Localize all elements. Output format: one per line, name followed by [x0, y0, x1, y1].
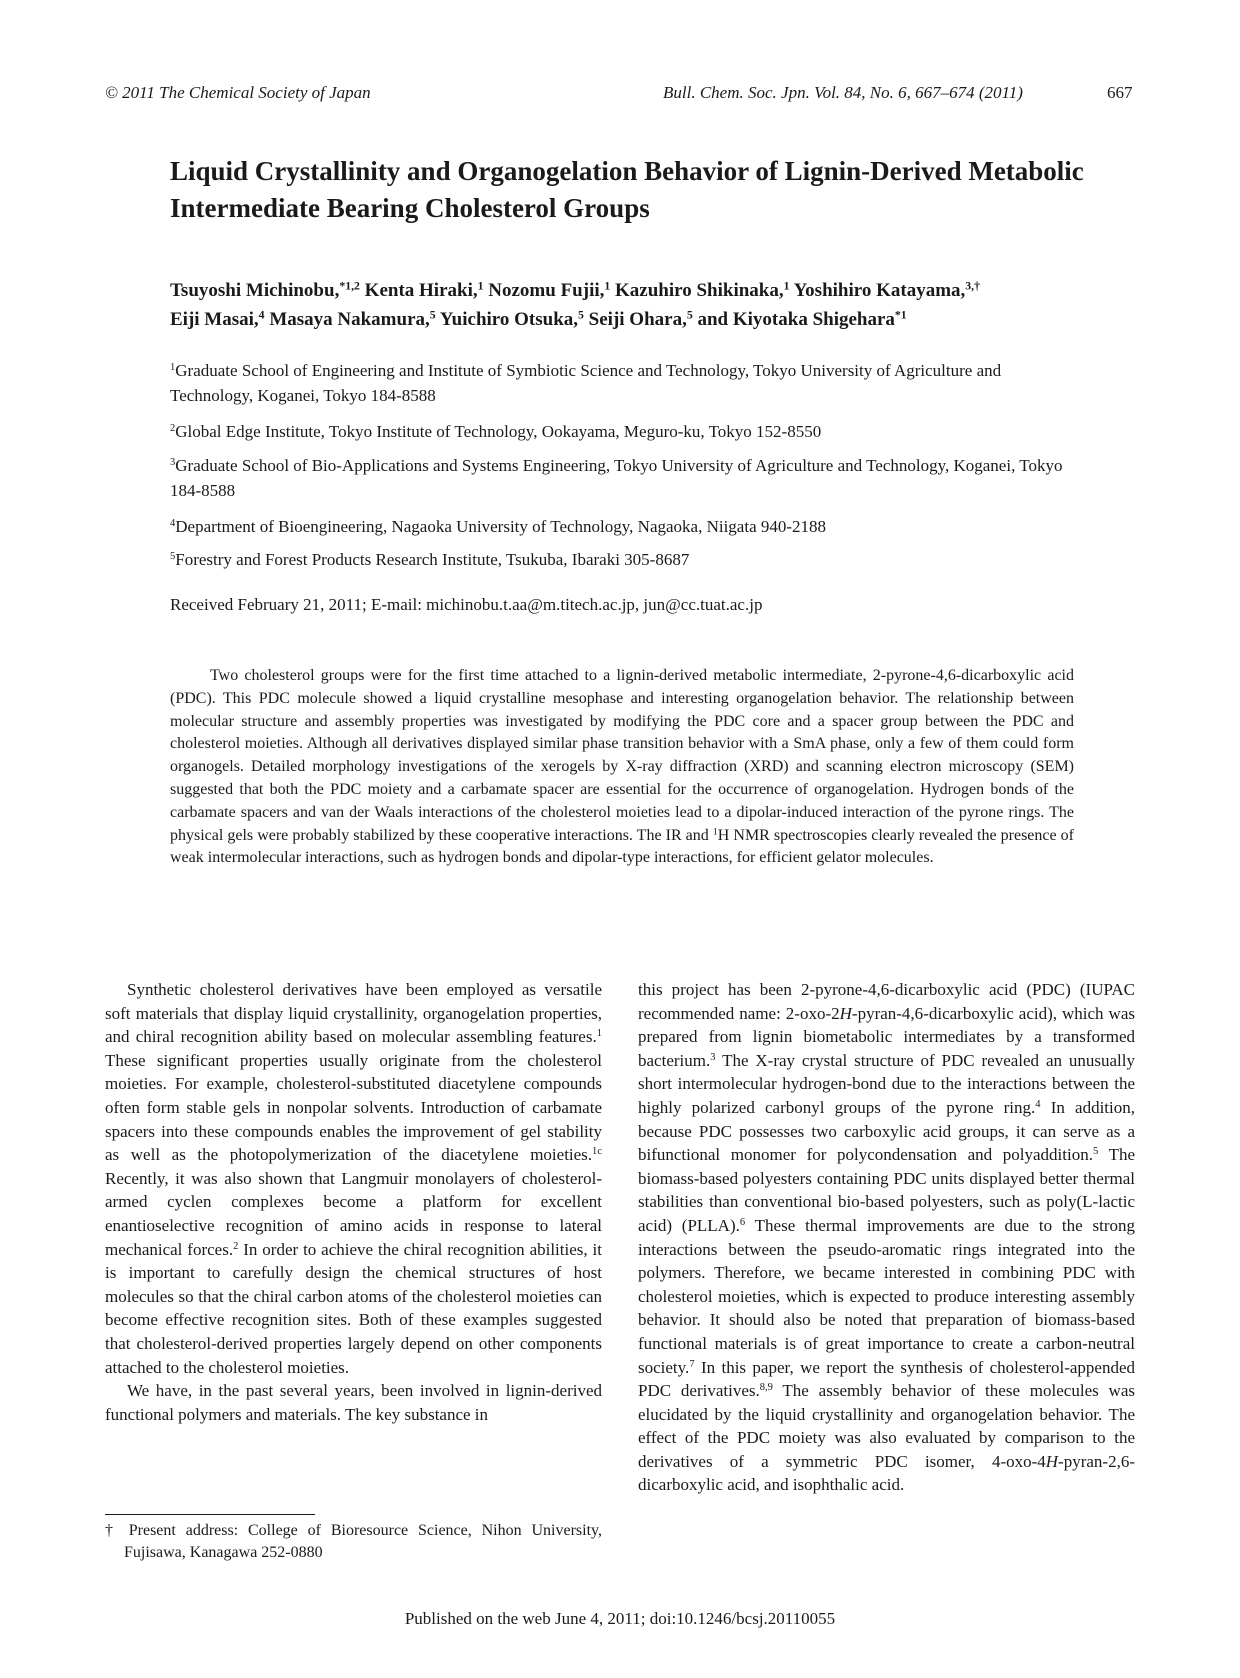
author-affil-mark: 1	[604, 279, 611, 293]
affiliation-2	[170, 419, 1070, 444]
received-and-email: Received February 21, 2011; E-mail: michinobu.t.aa@m.titech.ac.jp, jun@cc.tuat.ac.jp	[170, 595, 763, 614]
body-text: We have, in the past several years, been involved in lignin-derived functional polymers and materials. The key substance in	[105, 1381, 602, 1424]
citation-ref: 8,9	[759, 1382, 773, 1394]
affiliation-1	[170, 358, 1070, 408]
author-list	[170, 276, 1150, 334]
affiliation-5	[170, 547, 1070, 572]
abstract-text-cont: H NMR spectroscopies clearly revealed the presence of weak intermolecular interactions, such as hydrogen bonds and dipolar-type interactions, for efficient gelator molecules.	[170, 826, 1074, 867]
author-name: Seiji Ohara,	[588, 309, 687, 330]
author-name: and Kiyotaka Shigehara	[697, 309, 895, 330]
citation-ref: 7	[689, 1358, 695, 1370]
body-text: The X-ray crystal structure of PDC revealed an unusually short intermolecular hydrogen-bond due to the interactions between the highly polarized carbonyl groups of the pyrone ring.	[638, 1050, 1135, 1117]
body-text: The assembly behavior of these molecules was elucidated by the liquid crystallinity and organogelation behavior. The effect of the PDC moiety was also evaluated by comparison to the derivatives of a symmetric PDC isomer, 4-oxo-4	[638, 1381, 1135, 1471]
author-affil-mark: 1	[783, 279, 790, 293]
footnote	[105, 1520, 602, 1564]
affiliation-mark: 4	[170, 518, 176, 530]
body-text: this project has been 2-pyrone-4,6-dicarboxylic acid (PDC) (IUPAC recommended name: 2-oxo-2	[638, 980, 1135, 1023]
paper-title: Liquid Crystallinity and Organogelation Behavior of Lignin-Derived Metabolic Intermediate Bearing Cholesterol Groups	[170, 156, 1084, 223]
author-affil-mark: *1,2	[339, 279, 360, 293]
copyright-notice: © 2011 The Chemical Society of Japan	[105, 83, 371, 102]
body-text: These thermal improvements are due to the strong interactions between the pseudo-aromatic rings integrated into the polymers. Therefore, we became interested in combining PDC with cholesterol moieties, which is expected to produce interesting assembly behavior. It should also be noted that preparation of biomass-based functional materials is of great importance to create a carbon-neutral society.	[638, 1215, 1135, 1377]
abstract-superscript: 1	[712, 826, 718, 838]
body-text-italic: H	[839, 1003, 852, 1023]
affiliation-mark: 2	[170, 423, 176, 435]
footnote-rule	[105, 1514, 315, 1515]
body-text-italic: H	[1045, 1451, 1059, 1471]
journal-citation: Bull. Chem. Soc. Jpn. Vol. 84, No. 6, 667–674 (2011)	[663, 83, 1023, 102]
body-text: In addition, because PDC possesses two carboxylic acid groups, it can serve as a bifunctional monomer for polycondensation and polyaddition.	[638, 1097, 1135, 1165]
affiliation-mark: 5	[170, 551, 176, 563]
author-affil-mark: 5	[686, 308, 693, 322]
affiliation-text: Forestry and Forest Products Research Institute, Tsukuba, Ibaraki 305-8687	[175, 550, 690, 569]
footnote-mark: †	[105, 1522, 119, 1539]
body-text: Synthetic cholesterol derivatives have been employed as versatile soft materials that display liquid crystallinity, organogelation properties, and chiral recognition ability based on molecular assembling features.	[105, 980, 602, 1047]
affiliation-text: Global Edge Institute, Tokyo Institute of Technology, Ookayama, Meguro-ku, Tokyo 152-8550	[175, 422, 822, 441]
body-text: -lactic acid) (PLLA).	[638, 1192, 1135, 1235]
citation-ref: 5	[1092, 1146, 1099, 1158]
affiliation-mark: 1	[170, 362, 176, 374]
affiliation-text: Graduate School of Engineering and Institute of Symbiotic Science and Technology, Tokyo University of Agriculture and Technology, Koganei, Tokyo 184-8588	[170, 361, 1002, 405]
author-affil-mark: 5	[578, 308, 584, 322]
body-column-right	[638, 978, 1135, 1497]
author-affil-mark: 3,†	[965, 279, 981, 293]
body-text: -pyran-2,6-dicarboxylic acid, and isophthalic acid.	[638, 1451, 1135, 1495]
author-affil-mark: 4	[258, 308, 265, 322]
citation-ref: 4	[1035, 1099, 1041, 1111]
affiliation-mark: 3	[170, 457, 176, 469]
abstract-text: Two cholesterol groups were for the first time attached to a lignin-derived metabolic intermediate, 2-pyrone-4,6-dicarboxylic acid (PDC). This PDC molecule showed a liquid crystalline mesophase and interesting organogelation behavior. The relationship between molecular structure and assembly properties was investigated by modifying the PDC core and a spacer group between the PDC and cholesterol moieties. Although all derivatives displayed similar phase transition behavior with a SmA phase, only a few of them could form organogels. Detailed morphology investigations of the xerogels by X-ray diffraction (XRD) and scanning electron microscopy (SEM) suggested that both the PDC moiety and a carbamate spacer are essential for the occurrence of organogelation. Hydrogen bonds of the carbamate spacers and van der Waals interactions of the cholesterol moieties lead to a dipolar-induced interaction of the pyrone rings. The physical gels were probably stabilized by these cooperative interactions. The IR and	[170, 667, 1074, 844]
citation-ref: 3	[710, 1051, 716, 1063]
body-text: In order to achieve the chiral recognition abilities, it is important to carefully design the chemical structures of host molecules so that the chiral carbon atoms of the cholesterol moieties can become effective recognition sites. Both of these examples suggested that cholesterol-derived properties largely depend on other components attached to the cholesterol moieties.	[105, 1239, 602, 1377]
affiliation-text: Department of Bioengineering, Nagaoka University of Technology, Nagaoka, Niigata 940-2188	[175, 517, 827, 536]
footnote-text: Present address: College of Bioresource Science, Nihon University, Fujisawa, Kanagawa 252-0880	[118, 1522, 603, 1561]
affiliation-4	[170, 514, 1070, 539]
page-number: 667	[1107, 83, 1133, 102]
body-text: The biomass-based polyesters containing PDC units displayed better thermal stabilities than conventional bio-based polyesters, such as poly(	[638, 1145, 1135, 1212]
author-name: Kazuhiro Shikinaka,	[615, 280, 784, 301]
body-text-smallcaps: L	[1082, 1192, 1093, 1212]
author-name: Nozomu Fujii,	[488, 280, 605, 301]
author-affil-mark: 5	[429, 308, 436, 322]
body-column-left	[105, 978, 602, 1426]
body-text: -pyran-4,6-dicarboxylic acid), which was prepared from lignin biometabolic intermediates by a transformed bacterium.	[638, 1003, 1135, 1070]
body-paragraph	[105, 978, 602, 1379]
body-paragraph	[105, 1379, 602, 1426]
author-affil-mark: 1	[477, 279, 484, 293]
author-name: Masaya Nakamura,	[269, 309, 430, 330]
abstract	[170, 665, 1074, 870]
body-text: Recently, it was also shown that Langmuir monolayers of cholesterol-armed cyclen complexes become a platform for excellent enantioselective recognition of amino acids in response to lateral mechanical forces.	[105, 1168, 602, 1259]
citation-ref: 1	[596, 1028, 602, 1040]
body-text: These significant properties usually originate from the cholesterol moieties. For example, cholesterol-substituted diacetylene compounds often form stable gels in nonpolar solvents. Introduction of carbamate spacers into these compounds enables the improvement of gel stability as well as the photopolymerization of the diacetylene moieties.	[105, 1050, 602, 1165]
citation-ref: 1c	[592, 1146, 602, 1158]
author-name: Tsuyoshi Michinobu,	[170, 280, 340, 301]
author-affil-mark: *1	[894, 308, 907, 322]
affiliation-text: Graduate School of Bio-Applications and Systems Engineering, Tokyo University of Agriculture and Technology, Koganei, Tokyo 184-8588	[170, 456, 1063, 500]
author-name: Yuichiro Otsuka,	[439, 309, 579, 330]
citation-ref: 2	[233, 1240, 239, 1252]
affiliation-3	[170, 453, 1070, 503]
body-paragraph-continued	[638, 978, 1135, 1497]
author-name: Yoshihiro Katayama,	[793, 280, 966, 301]
body-text: In this paper, we report the synthesis of cholesterol-appended PDC derivatives.	[638, 1357, 1135, 1401]
citation-ref: 6	[739, 1217, 746, 1229]
author-name: Eiji Masai,	[170, 309, 259, 330]
author-name: Kenta Hiraki,	[364, 280, 478, 301]
publication-info: Published on the web June 4, 2011; doi:10.1246/bcsj.20110055	[404, 1609, 836, 1628]
